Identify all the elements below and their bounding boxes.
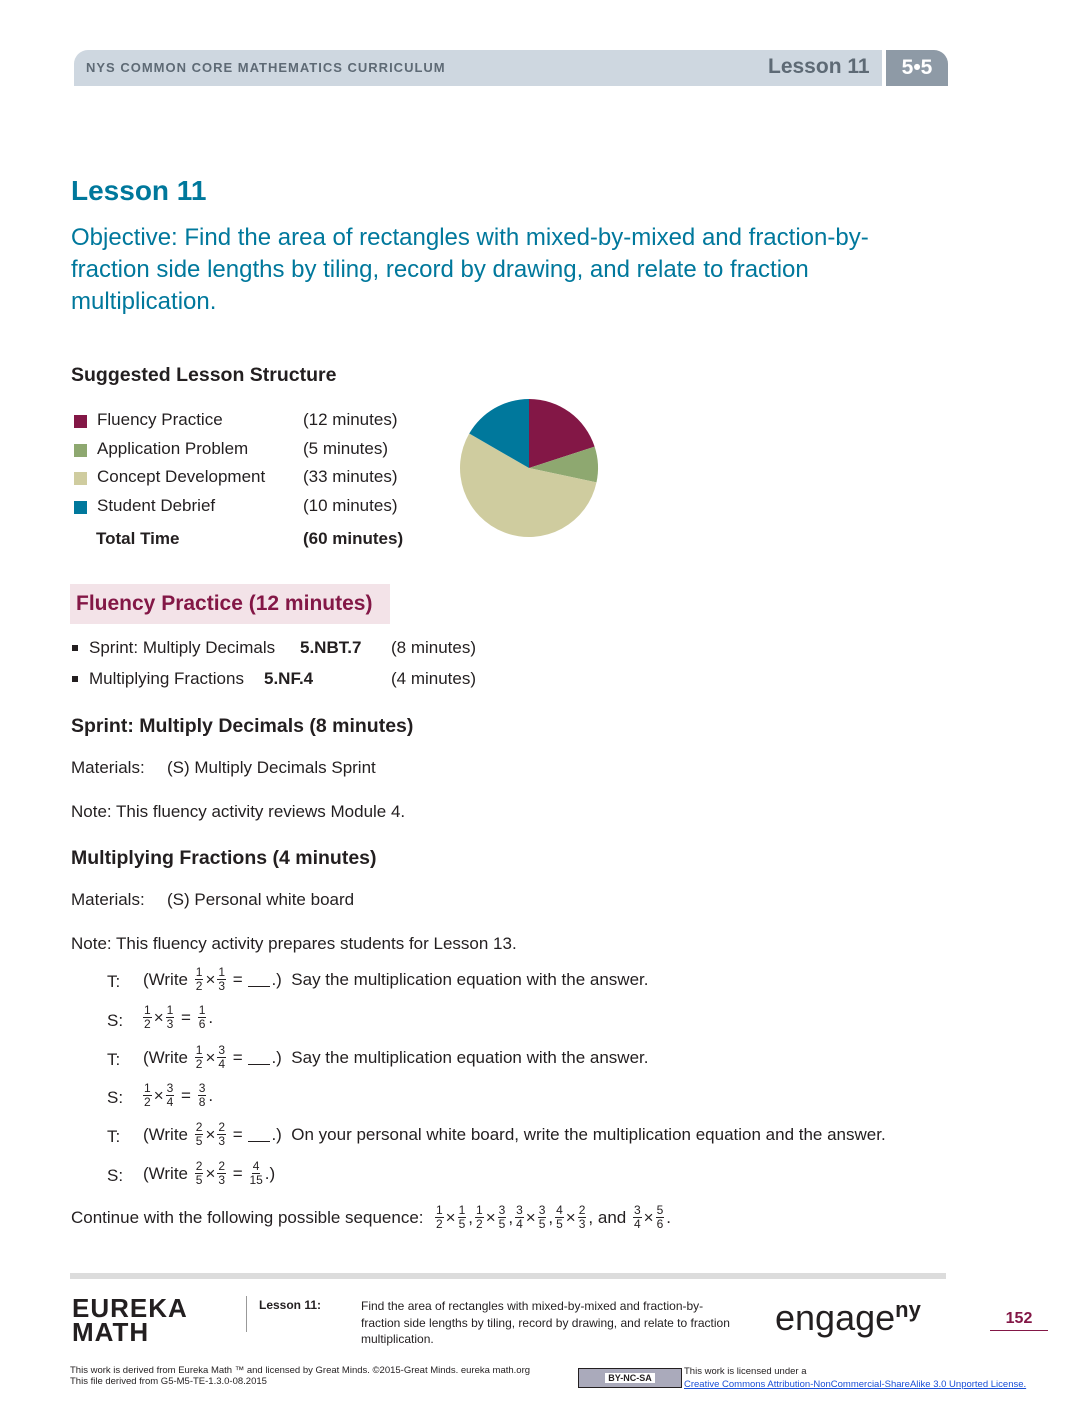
structure-time: (10 minutes) (303, 496, 398, 515)
speaker-teacher: T: (107, 972, 121, 991)
write-label: (Write (143, 1163, 189, 1183)
write-label: (Write (143, 1124, 189, 1144)
structure-time: (33 minutes) (303, 467, 398, 486)
mult-materials-label: Materials: (71, 890, 145, 909)
fluency-item-standard: 5.NBT.7 (300, 638, 362, 657)
speaker-teacher: T: (107, 1050, 121, 1069)
footer-rule (70, 1273, 946, 1279)
page-number: 152 (990, 1310, 1048, 1331)
engage-text: engage (775, 1297, 896, 1338)
structure-heading: Suggested Lesson Structure (71, 364, 337, 386)
dialogue-line: (Write $\frac{1}{2}$ × $\frac{3}{4}$ = .) Say the multiplication equation with the answer. (143, 1043, 649, 1071)
speaker-teacher: T: (107, 1127, 121, 1146)
fluency-item-time: (4 minutes) (391, 669, 477, 688)
speaker-student: S: (107, 1011, 124, 1030)
license-link[interactable]: Creative Commons Attribution-NonCommercial-ShareAlike 3.0 Unported License. (684, 1379, 1027, 1390)
lesson-structure-pie-chart (455, 394, 603, 542)
sprint-materials-label: Materials: (71, 758, 145, 777)
dialogue-line: (Write $\frac{1}{2}$ × $\frac{1}{3}$ = .) Say the multiplication equation with the answer. (143, 965, 649, 993)
structure-label: Fluency Practice (97, 410, 223, 429)
license-line-1: This work is licensed under a (684, 1366, 807, 1377)
legend-swatch-application (74, 444, 87, 457)
derived-line-2: This file derived from G5-M5-TE-1.3.0-08.2015 (70, 1376, 267, 1387)
speaker-student: S: (107, 1166, 124, 1185)
objective: Objective: Find the area of rectangles with mixed-by-mixed and fraction-by-fraction side lengths by tiling, record by drawing, and relate to fraction multiplication. (71, 224, 869, 315)
board-text: On your personal white board, write the multiplication equation and the answer. (291, 1124, 886, 1144)
fluency-item-standard: 5.NF.4 (264, 669, 314, 688)
structure-label: Concept Development (97, 467, 266, 486)
legend-swatch-fluency (74, 415, 87, 428)
footer-lesson-label: Lesson 11: (259, 1298, 322, 1312)
derived-line-1: This work is derived from Eureka Math ™ and licensed by Great Minds. ©2015-Great Minds. eureka math.org (70, 1365, 531, 1376)
continue-text: Continue with the following possible sequence: (71, 1207, 424, 1227)
cc-badge-text: BY-NC-SA (605, 1373, 655, 1383)
sprint-materials: (S) Multiply Decimals Sprint (167, 758, 376, 777)
speaker-student: S: (107, 1088, 124, 1107)
structure-time: (5 minutes) (303, 439, 389, 458)
footer-divider (246, 1296, 247, 1332)
bullet-icon (72, 645, 78, 651)
dialogue-line: (Write $\frac{2}{5}$ × $\frac{2}{3}$ = $\frac{4}{15}$ .) (143, 1159, 276, 1187)
sprint-heading: Sprint: Multiply Decimals (8 minutes) (71, 715, 414, 737)
ny-text: ny (895, 1297, 921, 1322)
mult-materials: (S) Personal white board (167, 890, 355, 909)
total-time: (60 minutes) (303, 529, 404, 548)
legend-swatch-concept (74, 472, 87, 485)
engage-ny-logo (775, 1297, 921, 1339)
sprint-note: Note: This fluency activity reviews Module 4. (71, 802, 406, 821)
fluency-heading: Fluency Practice (12 minutes) (76, 592, 373, 615)
structure-label: Student Debrief (97, 496, 216, 515)
fluency-item-text: Multiplying Fractions (89, 669, 244, 688)
fluency-item-text: Sprint: Multiply Decimals (89, 638, 276, 657)
write-label: (Write (143, 969, 189, 989)
structure-time: (12 minutes) (303, 410, 398, 429)
eureka-math-logo (72, 1293, 188, 1347)
mult-heading: Multiplying Fractions (4 minutes) (71, 847, 377, 869)
logo-line: MATH (72, 1317, 150, 1347)
continue-sequence: Continue with the following possible sequence: $\frac{1}{2}$ × $\frac{1}{5}$ , $\frac{1}{2}$ × $\frac{3}{5}$ , $\frac{3}{4}$ × $\frac{3}{5}$ , $\frac{4}{5}$ × $\frac{2}{3}$ , and $\frac{3}{4}$ × $\frac{5}{6}$ . (71, 1203, 672, 1231)
say-text: Say the multiplication equation with the answer. (291, 1047, 649, 1067)
dialogue-line: $\frac{1}{2}$ × $\frac{1}{3}$ = $\frac{1}{6}$ . (144, 1003, 214, 1031)
grade-module-badge: 5•5 (886, 50, 948, 86)
say-text: Say the multiplication equation with the answer. (291, 969, 649, 989)
total-label: Total Time (96, 529, 180, 548)
dialogue-line: (Write $\frac{2}{5}$ × $\frac{2}{3}$ = .) On your personal white board, write the multiplication equation and the answer. (143, 1120, 886, 1148)
and-text: and (597, 1207, 627, 1227)
footer-description: Find the area of rectangles with mixed-by-mixed and fraction-by-fraction side lengths by tiling, record by drawing, and relate to fraction multiplication. (361, 1299, 730, 1346)
mult-note: Note: This fluency activity prepares students for Lesson 13. (71, 934, 517, 953)
header-lesson: Lesson 11 (768, 55, 870, 78)
legend-swatch-debrief (74, 501, 87, 514)
dialogue-line: $\frac{1}{2}$ × $\frac{3}{4}$ = $\frac{3}{8}$ . (144, 1081, 214, 1109)
structure-label: Application Problem (97, 439, 249, 458)
lesson-title: Lesson 11 (71, 175, 207, 206)
write-label: (Write (143, 1047, 189, 1067)
logo-line: EUREKA (72, 1293, 188, 1323)
fluency-item-time: (8 minutes) (391, 638, 477, 657)
bullet-icon (72, 676, 78, 682)
curriculum-title: NYS COMMON CORE MATHEMATICS CURRICULUM (86, 60, 446, 75)
cc-license-badge (578, 1368, 682, 1388)
